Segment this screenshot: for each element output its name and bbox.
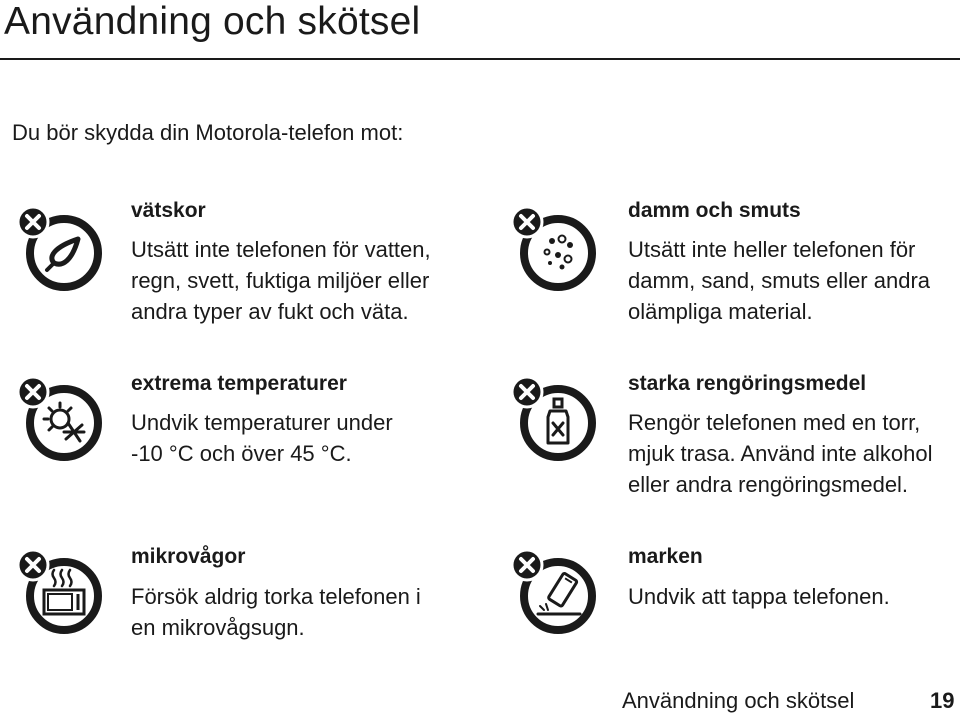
- footer-section-label: Användning och skötsel: [622, 688, 855, 713]
- body-line: Rengör telefonen med en torr,: [628, 410, 921, 435]
- item-body-marken: [628, 581, 960, 612]
- page-number: 19: [930, 688, 955, 713]
- item-title-vatskor: vätskor: [131, 199, 206, 222]
- body-line: Försök aldrig torka telefonen i: [131, 584, 421, 609]
- water-drop-icon: [16, 205, 102, 291]
- item-body-damm: [628, 234, 960, 327]
- body-line: en mikrovågsugn.: [131, 615, 305, 640]
- microwave-icon: [16, 548, 102, 634]
- body-line: andra typer av fukt och väta.: [131, 299, 409, 324]
- chemical-bottle-icon: [510, 375, 596, 461]
- body-line: Utsätt inte heller telefonen för: [628, 237, 916, 262]
- title-divider: [0, 58, 960, 60]
- body-line: damm, sand, smuts eller andra: [628, 268, 931, 293]
- item-title-marken: marken: [628, 545, 703, 568]
- falling-phone-icon: [510, 548, 596, 634]
- body-line: Utsätt inte telefonen för vatten,: [131, 237, 431, 262]
- body-line: olämpliga material.: [628, 299, 813, 324]
- body-line: -10 °C och över 45 °C.: [131, 441, 352, 466]
- body-line: mjuk trasa. Använd inte alkohol: [628, 441, 933, 466]
- body-line: Undvik att tappa telefonen.: [628, 584, 890, 609]
- body-line: eller andra rengöringsmedel.: [628, 472, 909, 497]
- intro-text: Du bör skydda din Motorola-telefon mot:: [12, 120, 404, 145]
- body-line: Undvik temperaturer under: [131, 410, 393, 435]
- sun-snowflake-icon: [16, 375, 102, 461]
- item-body-mikrovagor: [131, 581, 471, 643]
- item-title-mikrovagor: mikrovågor: [131, 545, 246, 568]
- dust-particles-icon: [510, 205, 596, 291]
- item-title-damm: damm och smuts: [628, 199, 801, 222]
- item-body-temperatur: [131, 407, 471, 469]
- item-body-rengoring: [628, 407, 960, 500]
- body-line: regn, svett, fuktiga miljöer eller: [131, 268, 430, 293]
- item-title-temperatur: extrema temperaturer: [131, 372, 347, 395]
- page-title: Användning och skötsel: [4, 0, 421, 43]
- item-title-rengoring: starka rengöringsmedel: [628, 372, 867, 395]
- item-body-vatskor: [131, 234, 471, 327]
